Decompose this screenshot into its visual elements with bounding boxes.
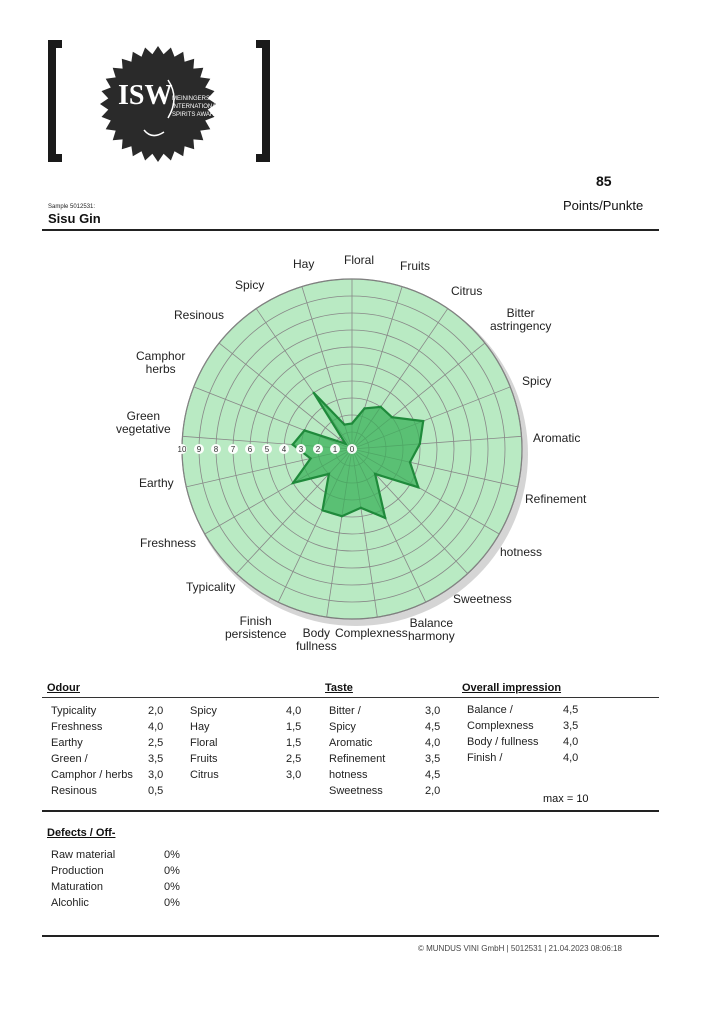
defect-name: Alcohlic [51, 897, 89, 909]
score-value: 4,0 [286, 705, 302, 717]
odour-heading: Odour [47, 682, 80, 694]
isw-logo [40, 38, 272, 168]
axis-label-hotness: hotness [500, 545, 543, 559]
defects-table [51, 847, 191, 911]
radar-data-point [422, 420, 424, 422]
logo-subtext-1: MEININGERS [172, 96, 211, 102]
score-value: 0,5 [148, 785, 164, 797]
radar-data-point [292, 482, 294, 484]
table-row [190, 735, 310, 751]
score-name: Complexness [467, 720, 534, 732]
score-value: 3,0 [425, 705, 441, 717]
score-value: 3,5 [148, 753, 164, 765]
score-name: Spicy [329, 721, 356, 733]
scale-tick-label: 2 [315, 445, 321, 454]
product-name: Sisu Gin [48, 211, 101, 226]
scale-tick-label: 8 [213, 445, 219, 454]
score-value: 2,0 [148, 705, 164, 717]
table-row [467, 702, 587, 718]
table-row [467, 718, 587, 734]
axis-label-freshness: Freshness [140, 536, 197, 550]
score-value: 4,0 [563, 752, 579, 764]
score-value: 2,5 [148, 737, 164, 749]
defect-name: Maturation [51, 881, 103, 893]
radar-data-point [341, 515, 343, 517]
score-name: Resinous [51, 785, 97, 797]
logo-badge-icon [40, 38, 272, 168]
axis-label-earthy: Earthy [139, 476, 174, 490]
axis-label-hay: Hay [293, 257, 315, 271]
table-row [190, 751, 310, 767]
overall-table [467, 702, 587, 766]
header-divider [42, 229, 659, 231]
score-value: 2,0 [425, 785, 441, 797]
table-row [51, 719, 171, 735]
odour-table-col1 [51, 703, 171, 799]
radar-data-point [391, 416, 393, 418]
score-value: 2,5 [286, 753, 302, 765]
axis-label-camphor: Camphor herbs [136, 349, 186, 376]
footer-text: © MUNDUS VINI GmbH | 5012531 | 21.04.2023 08:06:18 [418, 944, 622, 953]
axis-label-spicy-odour: Spicy [235, 278, 265, 292]
table-row [51, 751, 171, 767]
radar-data-point [417, 486, 419, 488]
table-row [329, 767, 449, 783]
score-name: Green / [51, 753, 88, 765]
score-value: 4,0 [425, 737, 441, 749]
defect-value: 0% [164, 897, 180, 909]
defect-name: Raw material [51, 849, 116, 861]
scale-tick-label: 3 [298, 445, 304, 454]
axis-label-complexness: Complexness [335, 626, 408, 640]
table-row [467, 750, 587, 766]
score-value: 3,5 [563, 720, 579, 732]
table-row [467, 734, 587, 750]
axis-label-green: Green vegetative [116, 409, 171, 436]
table-row [329, 719, 449, 735]
radar-data-point [321, 509, 323, 511]
radar-data-point [291, 443, 293, 445]
table-row [329, 751, 449, 767]
logo-subtext-2: INTERNATIONAL [172, 104, 220, 110]
scale-tick-label: 1 [332, 445, 338, 454]
radar-data-point [312, 392, 314, 394]
table-row [190, 703, 310, 719]
score-name: Freshness [51, 721, 103, 733]
axis-label-body: Body fullness [296, 626, 337, 653]
score-value: 1,5 [286, 721, 302, 733]
axis-label-fruits: Fruits [400, 259, 430, 273]
radar-data-point [419, 443, 421, 445]
scale-tick-label: 10 [177, 445, 187, 454]
table-row [51, 783, 171, 799]
radar-data-point [309, 457, 311, 459]
radar-data-point [380, 406, 382, 408]
radar-chart [0, 250, 724, 650]
logo-badge-text: ISW [118, 80, 173, 111]
scale-tick-label: 7 [230, 445, 236, 454]
score-name: Floral [190, 737, 218, 749]
table-row [329, 703, 449, 719]
score-name: hotness [329, 769, 368, 781]
radar-data-point [343, 423, 345, 425]
footer-divider [42, 935, 659, 937]
table-row [329, 783, 449, 799]
taste-table [329, 703, 449, 799]
radar-data-point [351, 422, 353, 424]
axis-label-balance: Balance harmony [408, 616, 455, 643]
defects-heading: Defects / Off- [47, 827, 116, 839]
axis-label-refinement: Refinement [525, 492, 587, 506]
table-row [51, 735, 171, 751]
table-row [51, 895, 191, 911]
score-name: Bitter / [329, 705, 361, 717]
table-row [51, 767, 171, 783]
radar-data-point [374, 473, 376, 475]
axis-label-citrus: Citrus [451, 284, 483, 298]
table-row [51, 703, 171, 719]
points-value: 85 [596, 173, 612, 189]
taste-heading: Taste [325, 682, 353, 694]
radar-data-point [409, 461, 411, 463]
axis-label-sweetness: Sweetness [453, 592, 512, 606]
score-value: 4,0 [563, 736, 579, 748]
logo-subtext-3: SPIRITS AWARD [172, 112, 219, 118]
score-name: Camphor / herbs [51, 769, 133, 781]
score-value: 3,0 [286, 769, 302, 781]
scale-tick-label: 4 [281, 445, 287, 454]
score-value: 4,5 [563, 704, 579, 716]
score-name: Spicy [190, 705, 217, 717]
score-name: Finish / [467, 752, 503, 764]
radar-data-point [303, 429, 305, 431]
scale-tick-label: 6 [247, 445, 253, 454]
odour-table-col2 [190, 703, 310, 783]
points-label: Points/Punkte [563, 198, 644, 213]
defect-value: 0% [164, 849, 180, 861]
table-row [190, 767, 310, 783]
score-name: Refinement [329, 753, 386, 765]
scale-tick-label: 0 [349, 445, 355, 454]
score-value: 4,5 [425, 721, 441, 733]
radar-data-point [384, 517, 386, 519]
axis-label-finish: Finish persistence [225, 614, 287, 641]
score-name: Body / fullness [467, 736, 539, 748]
axis-label-bitter: Bitter astringency [490, 306, 552, 333]
max-scale-note: max = 10 [543, 793, 589, 805]
score-name: Hay [190, 721, 210, 733]
radar-data-point [328, 473, 330, 475]
table-row [51, 863, 191, 879]
radar-data-point [363, 407, 365, 409]
scale-tick-label: 9 [196, 445, 202, 454]
score-name: Earthy [51, 737, 83, 749]
score-name: Fruits [190, 753, 218, 765]
table-header-divider [42, 697, 659, 698]
axis-label-floral: Floral [344, 253, 375, 267]
score-name: Typicality [51, 705, 97, 717]
defect-name: Production [51, 865, 104, 877]
defect-value: 0% [164, 881, 180, 893]
score-value: 1,5 [286, 737, 302, 749]
axis-label-typicality: Typicality [186, 580, 236, 594]
score-name: Aromatic [329, 737, 373, 749]
score-value: 4,5 [425, 769, 441, 781]
table-bottom-divider [42, 810, 659, 812]
sample-label: Sample 5012531: [48, 204, 96, 210]
axis-label-aromatic: Aromatic [533, 431, 581, 445]
score-value: 3,0 [148, 769, 164, 781]
score-value: 4,0 [148, 721, 164, 733]
score-name: Citrus [190, 769, 219, 781]
radar-data-point [360, 507, 362, 509]
score-value: 3,5 [425, 753, 441, 765]
table-row [190, 719, 310, 735]
defect-value: 0% [164, 865, 180, 877]
axis-label-resinous: Resinous [174, 308, 225, 322]
scale-tick-label: 5 [264, 445, 270, 454]
score-name: Balance / [467, 704, 513, 716]
radar-data-point [344, 443, 346, 445]
overall-heading: Overall impression [462, 682, 562, 694]
table-row [329, 735, 449, 751]
table-row [51, 847, 191, 863]
score-name: Sweetness [329, 785, 383, 797]
table-row [51, 879, 191, 895]
axis-label-spicy-taste: Spicy [522, 374, 552, 388]
